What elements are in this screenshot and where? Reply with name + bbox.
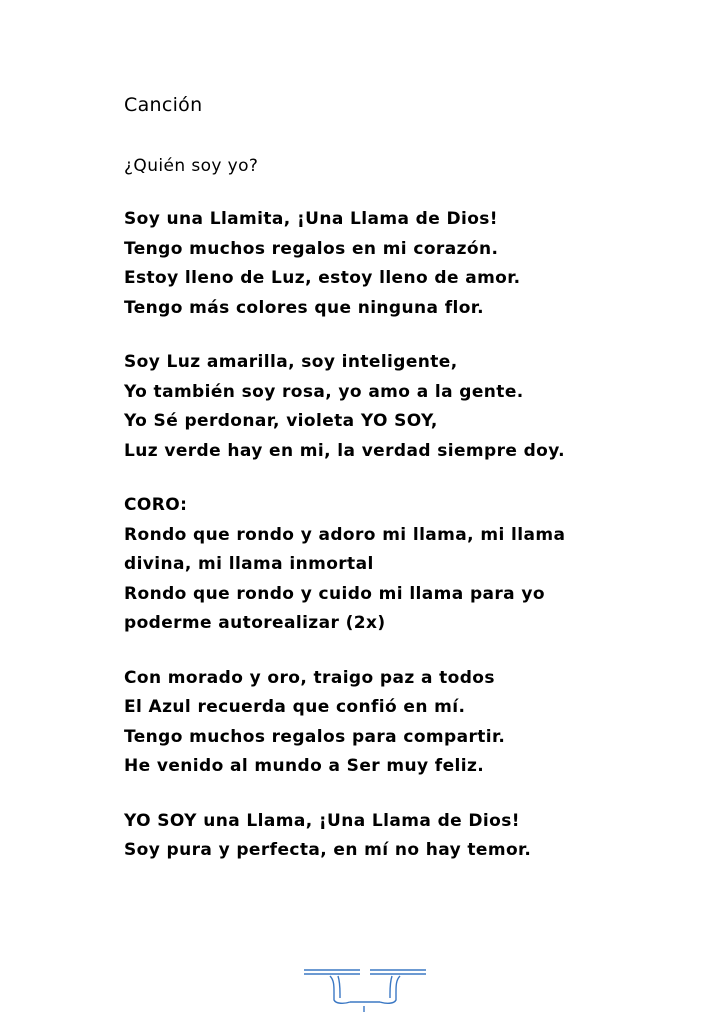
stanza-5 [124,807,714,866]
verse-line: Yo Sé perdonar, violeta YO SOY, [124,411,438,431]
verse-line: Soy pura y perfecta, en mí no hay temor. [124,840,532,860]
verse-line: Yo también soy rosa, yo amo a la gente. [124,381,524,402]
verse-line: poderme autorealizar (2x) [124,613,386,633]
verse-line: divina, mi llama inmortal [124,554,374,574]
stanza-1 [124,205,714,323]
song-title: Canción [124,94,203,116]
verse-line: El Azul recuerda que confió en mí. [124,697,466,717]
stanza-4 [124,664,714,782]
verse-line: Luz verde hay en mi, la verdad siempre doy. [124,440,566,461]
chorus-label: CORO: [124,495,188,515]
footer-ornament-icon [300,962,430,1022]
chorus-stanza [124,491,714,639]
verse-line: Tengo muchos regalos en mi corazón. [124,238,499,259]
stanza-2 [124,348,714,466]
verse-line: Rondo que rondo y adoro mi llama, mi llama [124,524,566,545]
verse-line: Con morado y oro, traigo paz a todos [124,667,495,688]
song-document [124,88,714,866]
verse-line: Soy una Llamita, ¡Una Llama de Dios! [124,209,498,229]
song-subtitle: ¿Quién soy yo? [124,156,259,176]
verse-line: Tengo muchos regalos para compartir. [124,726,506,747]
verse-line: YO SOY una Llama, ¡Una Llama de Dios! [124,810,520,831]
verse-line: Estoy lleno de Luz, estoy lleno de amor. [124,268,521,288]
verse-line: Rondo que rondo y cuido mi llama para yo [124,583,545,604]
verse-line: Tengo más colores que ninguna flor. [124,297,485,318]
verse-line: Soy Luz amarilla, soy inteligente, [124,352,458,372]
verse-line: He venido al mundo a Ser muy feliz. [124,756,485,776]
